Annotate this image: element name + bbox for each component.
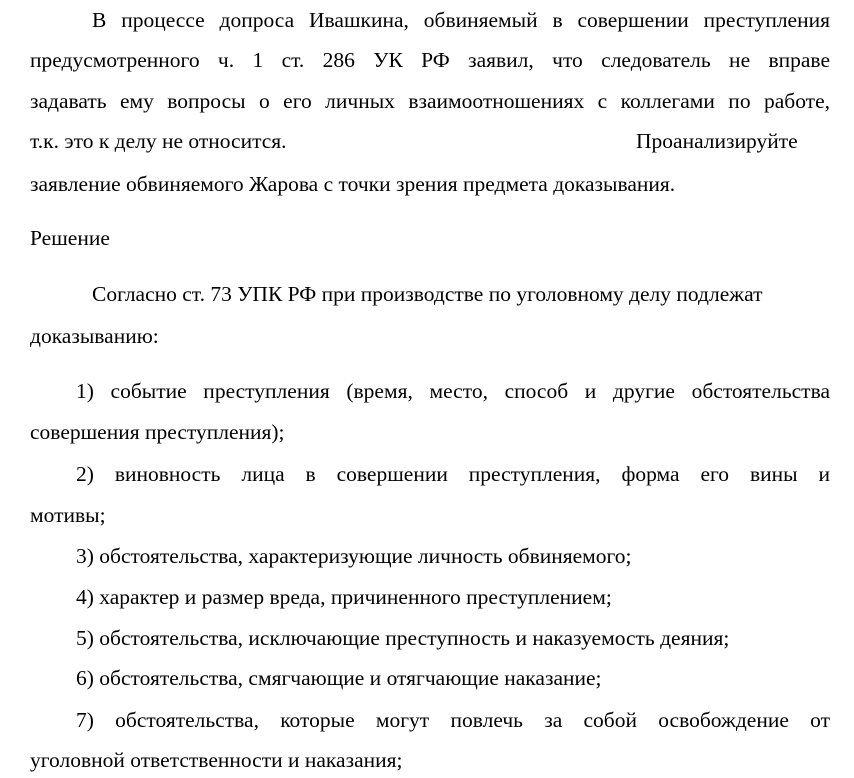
task-line-5: заявление обвиняемого Жарова с точки зрения предмета доказывания. <box>30 172 676 196</box>
task-line-4-instruction: Проанализируйте <box>636 129 798 153</box>
solution-intro-line-2: доказыванию: <box>30 324 159 348</box>
list-item-3: 3) обстоятельства, характеризующие личность обвиняемого; <box>76 544 632 568</box>
list-item-4: 4) характер и размер вреда, причиненного преступлением; <box>76 585 612 609</box>
task-line-2: предусмотренного ч. 1 ст. 286 УК РФ заявил, что следователь не вправе <box>30 48 830 72</box>
task-line-1: В процессе допроса Ивашкина, обвиняемый в совершении преступления <box>92 8 830 32</box>
list-item-5: 5) обстоятельства, исключающие преступность и наказуемость деяния; <box>76 626 730 650</box>
list-item-2-line-2: мотивы; <box>30 503 106 527</box>
list-item-7-line-1: 7) обстоятельства, которые могут повлечь за собой освобождение от <box>76 708 830 732</box>
list-item-6: 6) обстоятельства, смягчающие и отягчающие наказание; <box>76 666 602 690</box>
task-line-4 <box>30 127 830 155</box>
list-item-7-line-2: уголовной ответственности и наказания; <box>30 748 403 772</box>
task-line-3: задавать ему вопросы о его личных взаимоотношениях с коллегами по работе, <box>30 89 830 113</box>
list-item-1-line-2: совершения преступления); <box>30 420 285 444</box>
task-line-4-text: т.к. это к делу не относится. <box>30 129 287 153</box>
solution-heading: Решение <box>30 226 110 250</box>
list-item-1-line-1: 1) событие преступления (время, место, способ и другие обстоятельства <box>76 379 830 403</box>
list-item-2-line-1: 2) виновность лица в совершении преступления, форма его вины и <box>76 462 830 486</box>
solution-intro-line-1: Согласно ст. 73 УПК РФ при производстве по уголовному делу подлежат <box>92 282 763 306</box>
